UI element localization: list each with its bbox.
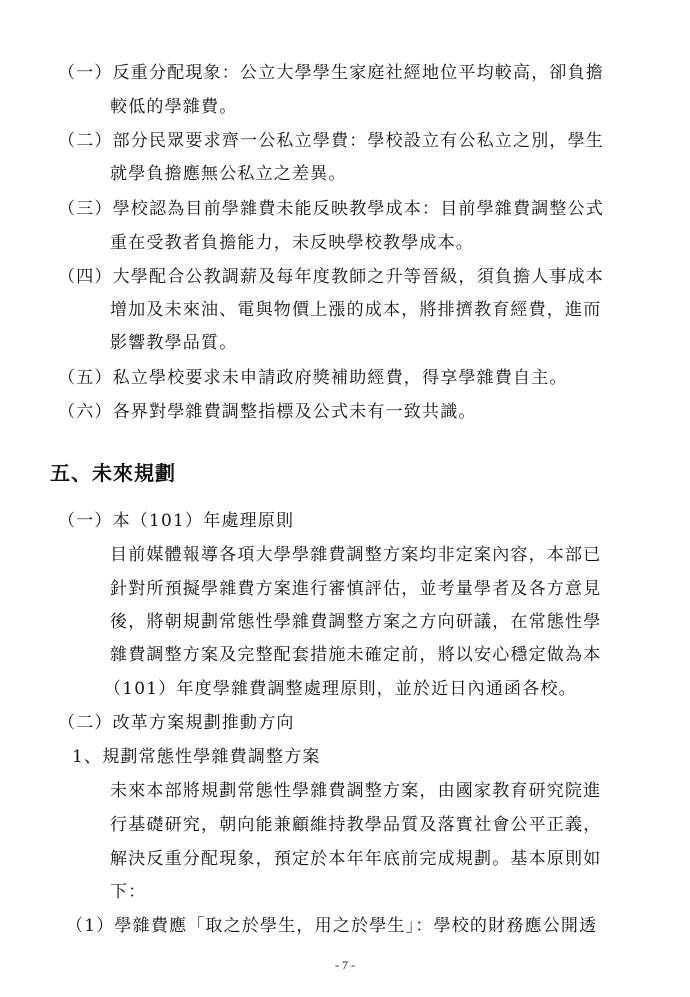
text-line: 較低的學雜費。	[110, 97, 238, 117]
text-line: （101）年度學雜費調整處理原則，並於近日內通函各校。	[104, 679, 577, 699]
text-line: 增加及未來油、電與物價上漲的成本，將排擠教育經費，進而	[110, 300, 602, 320]
text-line: （五）私立學校要求未申請政府獎補助經費，得享學雜費自主。	[58, 368, 568, 388]
text-line: （二）部分民眾要求齊一公私立學費：學校設立有公私立之別，學生	[58, 131, 604, 151]
text-line: 行基礎研究，朝向能兼顧維持教學品質及落實社會公平正義，	[110, 815, 602, 835]
text-line: （一）本（101）年處理原則	[58, 511, 295, 531]
text-line: 1、規劃常態性學雜費調整方案	[72, 747, 321, 767]
text-line: 影響教學品質。	[110, 333, 238, 353]
text-line: （一）反重分配現象：公立大學學生家庭社經地位平均較高，卻負擔	[58, 63, 604, 83]
text-line: 針對所預擬學雜費方案進行審慎評估，並考量學者及各方意見	[110, 579, 602, 599]
text-line: 目前媒體報導各項大學學雜費調整方案均非定案內容，本部已	[110, 545, 602, 565]
text-line: （1）學雜費應「取之於學生，用之於學生」：學校的財務應公開透	[66, 916, 598, 936]
text-line: （三）學校認為目前學雜費未能反映教學成本：目前學雜費調整公式	[58, 199, 604, 219]
text-line: 解決反重分配現象，預定於本年年底前完成規劃。基本原則如	[110, 849, 602, 869]
page-number: - 7 -	[335, 958, 355, 972]
text-line: 雜費調整方案及完整配套措施未確定前，將以安心穩定做為本	[110, 645, 602, 665]
text-line: （六）各界對學雜費調整指標及公式未有一致共識。	[58, 402, 477, 422]
text-line: 重在受教者負擔能力，未反映學校教學成本。	[110, 233, 474, 253]
text-line: （四）大學配合公教調薪及每年度教師之升等晉級，須負擔人事成本	[58, 267, 604, 287]
text-line: 就學負擔應無公私立之差異。	[110, 164, 347, 184]
section-heading: 五、未來規劃	[50, 461, 176, 485]
text-line: 未來本部將規劃常態性學雜費調整方案，由國家教育研究院進	[110, 781, 602, 801]
text-line: 下：	[110, 882, 147, 902]
text-line: （二）改革方案規劃推動方向	[58, 713, 295, 733]
text-line: 後，將朝規劃常態性學雜費調整方案之方向研議，在常態性學	[110, 612, 602, 632]
